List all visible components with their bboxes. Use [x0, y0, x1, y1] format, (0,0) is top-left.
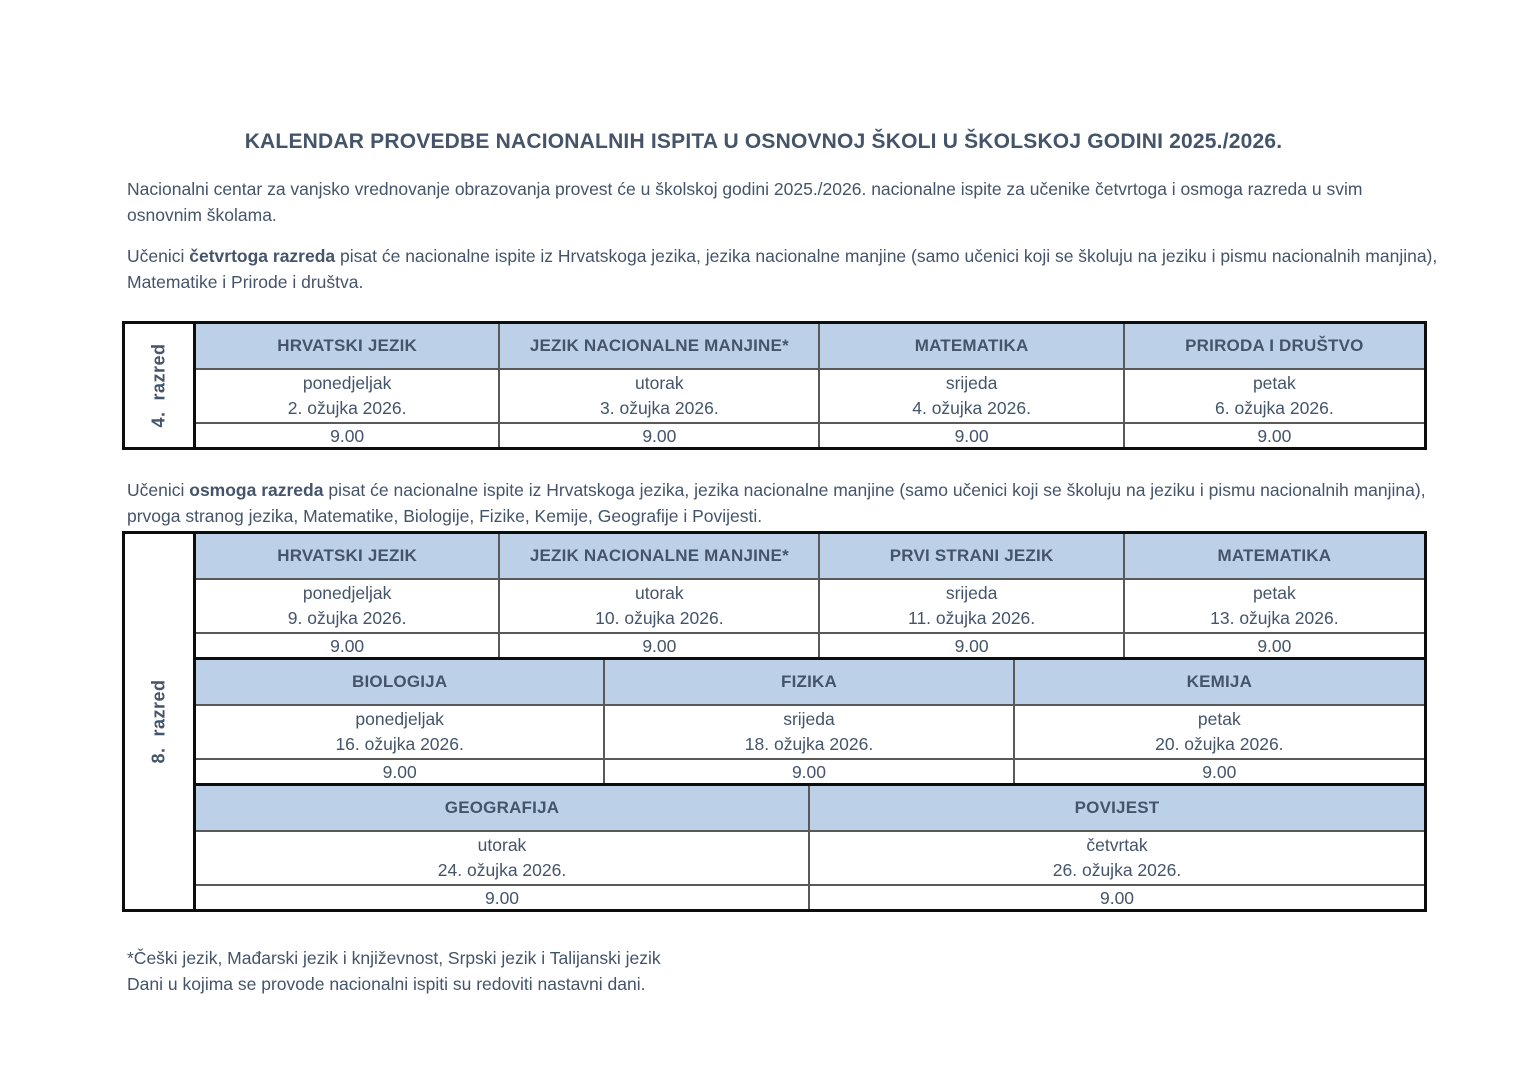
subject-header-cell: MATEMATIKA — [820, 324, 1124, 368]
grade8-table — [122, 531, 1427, 912]
day-date-cell — [810, 832, 1424, 884]
day-name: ponedjeljak — [302, 583, 392, 603]
exam-date: 16. ožujka 2026. — [335, 734, 464, 754]
exam-time-cell: 9.00 — [1099, 887, 1135, 908]
day-name: utorak — [477, 835, 527, 855]
day-name: utorak — [635, 373, 684, 393]
subject-header-cell: POVIJEST — [1074, 798, 1160, 817]
day-date-cell — [500, 580, 820, 632]
intro-text: Nacionalni centar za vanjsko vrednovanje obrazovanja provest će u školskoj godini 2025./2026. nacionalne ispite za učenike četvrtoga i osmoga razreda u svim osnovnim školama. — [127, 179, 1363, 225]
exam-date: 3. ožujka 2026. — [600, 398, 719, 418]
grade8-section-geo-history — [196, 783, 1424, 909]
exam-date: 9. ožujka 2026. — [287, 608, 407, 628]
grade4-time-row — [196, 424, 1424, 447]
day-name: utorak — [635, 583, 684, 603]
grade8-subject-header-row — [196, 534, 1424, 580]
day-name: srijeda — [783, 709, 835, 729]
exam-time-cell: 9.00 — [500, 424, 820, 447]
day-name: petak — [1197, 709, 1241, 729]
grade8-paragraph — [127, 477, 1440, 529]
exam-time-cell: 9.00 — [196, 424, 500, 447]
grade8-section-sciences — [196, 657, 1424, 783]
grade4-paragraph-rest: pisat će nacionalne ispite iz Hrvatskoga jezika, jezika nacionalne manjine (samo učenici koji se školuju na jeziku i pismu nacionalnih manjina), Matematike i Prirode i društva. — [127, 246, 1438, 292]
footnote-languages: *Češki jezik, Mađarski jezik i književnost, Srpski jezik i Talijanski jezik — [127, 948, 661, 968]
day-date-cell — [1125, 580, 1424, 632]
grade8-row-label: 8. razred — [148, 679, 169, 764]
day-name: četvrtak — [1086, 835, 1148, 855]
grade8-subject-header-row — [196, 660, 1424, 706]
day-name: srijeda — [945, 373, 998, 393]
grade8-time-row — [196, 886, 1424, 909]
exam-date: 11. ožujka 2026. — [908, 608, 1036, 628]
day-name: ponedjeljak — [302, 373, 392, 393]
subject-header-cell: JEZIK NACIONALNE MANJINE* — [500, 324, 820, 368]
grade8-table-content — [196, 534, 1424, 909]
day-date-cell — [1125, 370, 1424, 422]
grade4-table-content — [196, 324, 1424, 447]
grade8-paragraph-bold: osmoga razreda — [189, 480, 324, 500]
exam-time-cell: 9.00 — [820, 634, 1124, 657]
grade4-subject-header-row — [196, 324, 1424, 370]
subject-header-cell: KEMIJA — [1186, 672, 1253, 691]
grade8-day-row — [196, 706, 1424, 760]
footnote-school-days: Dani u kojima se provode nacionalni ispiti su redoviti nastavni dani. — [127, 974, 646, 994]
grade4-day-row — [196, 370, 1424, 424]
exam-date: 10. ožujka 2026. — [595, 608, 724, 628]
subject-header-cell: HRVATSKI JEZIK — [196, 324, 500, 368]
subject-header-cell: FIZIKA — [605, 660, 1014, 704]
day-date-cell — [196, 706, 605, 758]
day-date-cell — [196, 370, 500, 422]
day-date-cell — [820, 580, 1124, 632]
grade8-day-row — [196, 580, 1424, 634]
subject-header-cell: MATEMATIKA — [1217, 546, 1332, 565]
day-name: petak — [1252, 583, 1296, 603]
day-date-cell — [605, 706, 1014, 758]
day-name: petak — [1252, 373, 1296, 393]
day-date-cell — [820, 370, 1124, 422]
exam-date: 4. ožujka 2026. — [912, 398, 1031, 418]
footnotes — [127, 945, 1440, 997]
day-date-cell — [1015, 706, 1424, 758]
subject-header-cell: PRVI STRANI JEZIK — [820, 534, 1124, 578]
grade4-row-label: 4. razred — [148, 343, 169, 428]
grade8-subject-header-row — [196, 786, 1424, 832]
exam-date: 24. ožujka 2026. — [437, 860, 567, 880]
exam-date: 26. ožujka 2026. — [1052, 860, 1182, 880]
exam-date: 20. ožujka 2026. — [1155, 734, 1284, 754]
exam-date: 2. ožujka 2026. — [287, 398, 407, 418]
exam-date: 18. ožujka 2026. — [744, 734, 874, 754]
exam-time-cell: 9.00 — [196, 886, 810, 909]
exam-time-cell: 9.00 — [1257, 635, 1292, 656]
exam-time-cell: 9.00 — [196, 634, 500, 657]
grade8-section-languages-math — [196, 534, 1424, 657]
subject-header-cell: GEOGRAFIJA — [196, 786, 810, 830]
day-name: srijeda — [945, 583, 998, 603]
grade8-time-row — [196, 760, 1424, 783]
grade4-paragraph-bold: četvrtoga razreda — [189, 246, 336, 266]
grade8-row-label-cell — [125, 534, 196, 909]
subject-header-cell: PRIRODA I DRUŠTVO — [1185, 336, 1364, 355]
exam-time-cell: 9.00 — [820, 424, 1124, 447]
day-date-cell — [196, 580, 500, 632]
subject-header-cell: JEZIK NACIONALNE MANJINE* — [500, 534, 820, 578]
intro-paragraph — [127, 176, 1440, 228]
grade8-paragraph-rest: pisat će nacionalne ispite iz Hrvatskoga jezika, jezika nacionalne manjine (samo učenici koji se školuju na jeziku i pismu nacionalnih manjina), prvoga stranog jezika, Matematike, Biologije, Fizike, Kemije, Geografije i Povijesti. — [127, 480, 1426, 526]
grade8-time-row — [196, 634, 1424, 657]
grade4-table — [122, 321, 1427, 450]
exam-date: 6. ožujka 2026. — [1215, 398, 1334, 418]
exam-time-cell: 9.00 — [500, 634, 820, 657]
day-name: ponedjeljak — [355, 709, 444, 729]
exam-time-cell: 9.00 — [196, 760, 605, 783]
exam-date: 13. ožujka 2026. — [1210, 608, 1339, 628]
day-date-cell — [196, 832, 810, 884]
exam-time-cell: 9.00 — [1202, 761, 1237, 782]
grade4-paragraph-prefix: Učenici — [127, 246, 190, 266]
grade4-section — [196, 324, 1424, 447]
exam-time-cell: 9.00 — [1257, 425, 1292, 446]
grade8-paragraph-prefix: Učenici — [127, 480, 190, 500]
grade4-row-label-cell — [125, 324, 196, 447]
subject-header-cell: HRVATSKI JEZIK — [196, 534, 500, 578]
subject-header-cell: BIOLOGIJA — [196, 660, 605, 704]
grade4-paragraph — [127, 243, 1440, 295]
exam-time-cell: 9.00 — [605, 760, 1014, 783]
grade8-day-row — [196, 832, 1424, 886]
day-date-cell — [500, 370, 820, 422]
page-title: KALENDAR PROVEDBE NACIONALNIH ISPITA U OSNOVNOJ ŠKOLI U ŠKOLSKOJ GODINI 2025./2026. — [244, 130, 1283, 153]
